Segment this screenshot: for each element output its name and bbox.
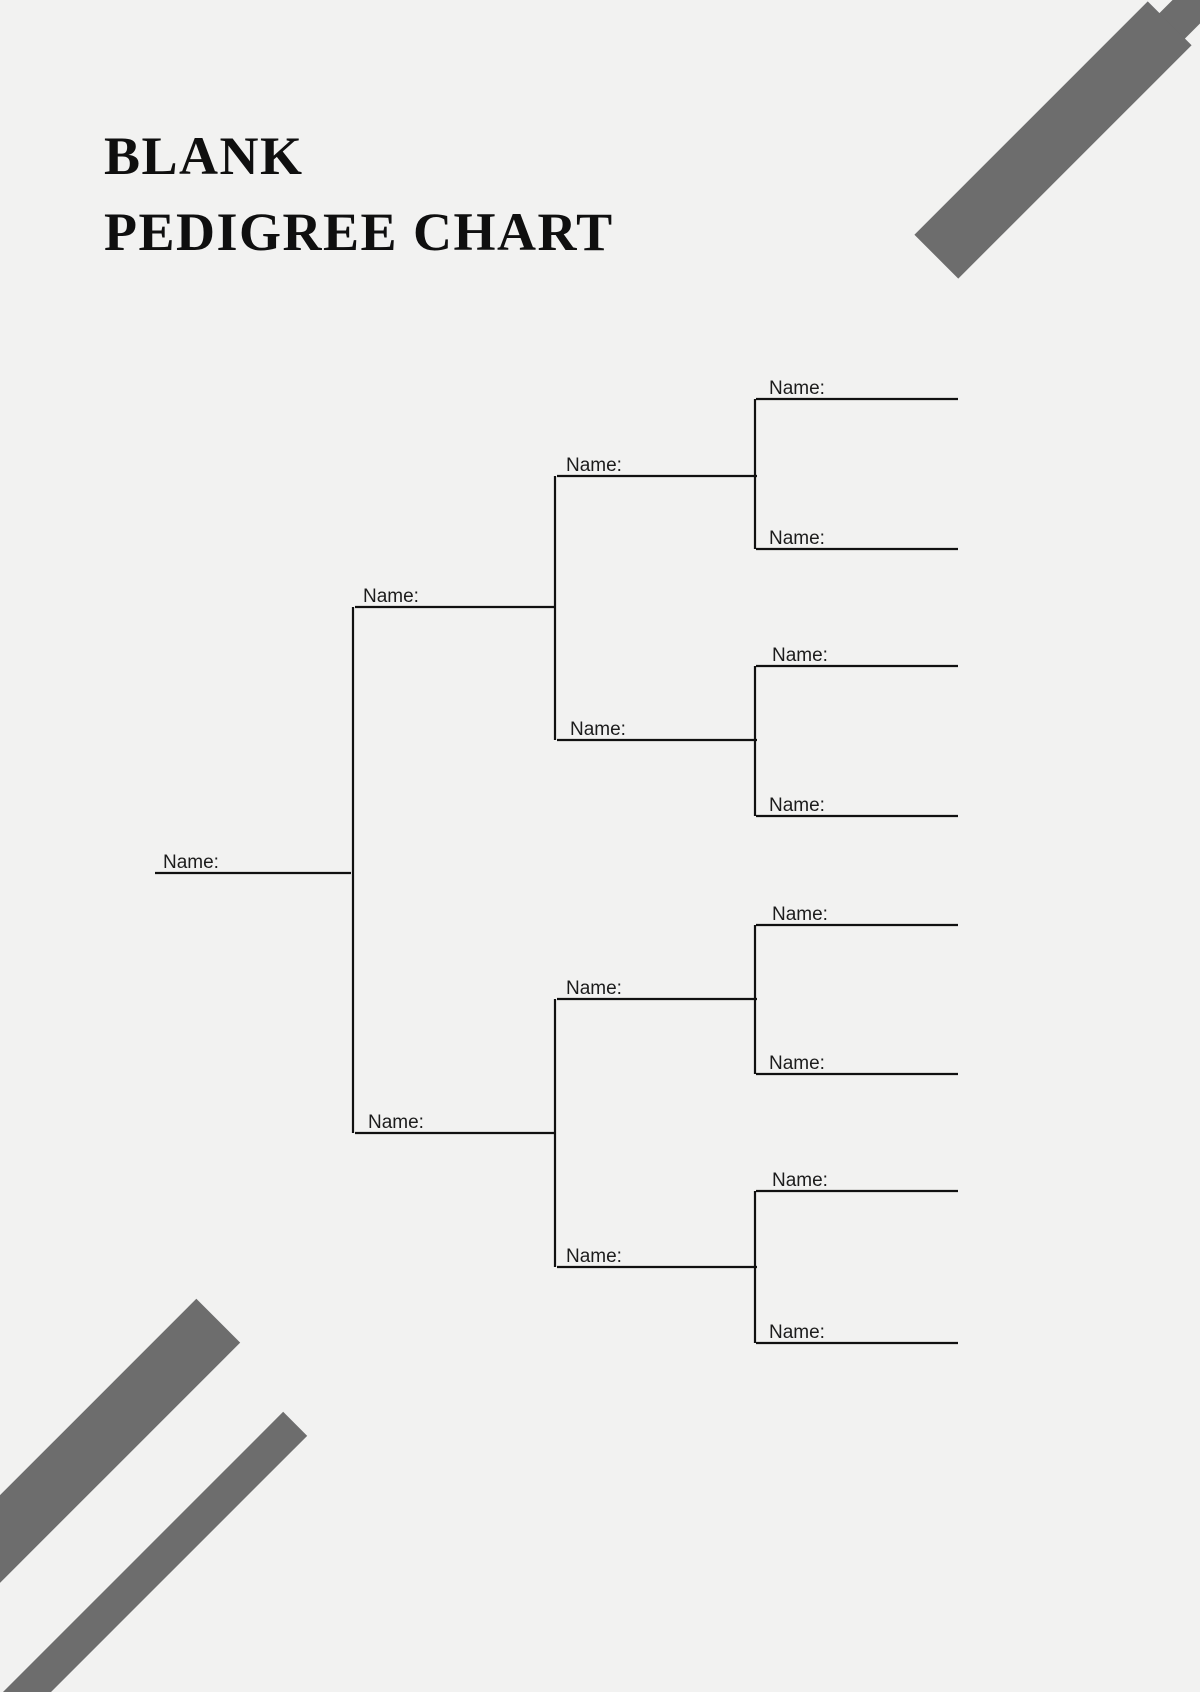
title-line-1: BLANK: [104, 126, 304, 186]
name-label-g3-3[interactable]: Name:: [566, 978, 622, 999]
name-label-g1-1[interactable]: Name:: [163, 852, 219, 873]
name-label-g2-2[interactable]: Name:: [368, 1112, 424, 1133]
name-label-g4-8[interactable]: Name:: [769, 1322, 825, 1343]
name-label-g4-2[interactable]: Name:: [769, 528, 825, 549]
name-label-g3-2[interactable]: Name:: [570, 719, 626, 740]
name-label-g3-1[interactable]: Name:: [566, 455, 622, 476]
name-label-g4-7[interactable]: Name:: [772, 1170, 828, 1191]
name-label-g4-5[interactable]: Name:: [772, 904, 828, 925]
name-label-g3-4[interactable]: Name:: [566, 1246, 622, 1267]
title-line-2: PEDIGREE CHART: [104, 202, 614, 262]
name-label-g4-1[interactable]: Name:: [769, 378, 825, 399]
name-label-g4-6[interactable]: Name:: [769, 1053, 825, 1074]
name-label-g4-3[interactable]: Name:: [772, 645, 828, 666]
name-label-g2-1[interactable]: Name:: [363, 586, 419, 607]
name-label-g4-4[interactable]: Name:: [769, 795, 825, 816]
